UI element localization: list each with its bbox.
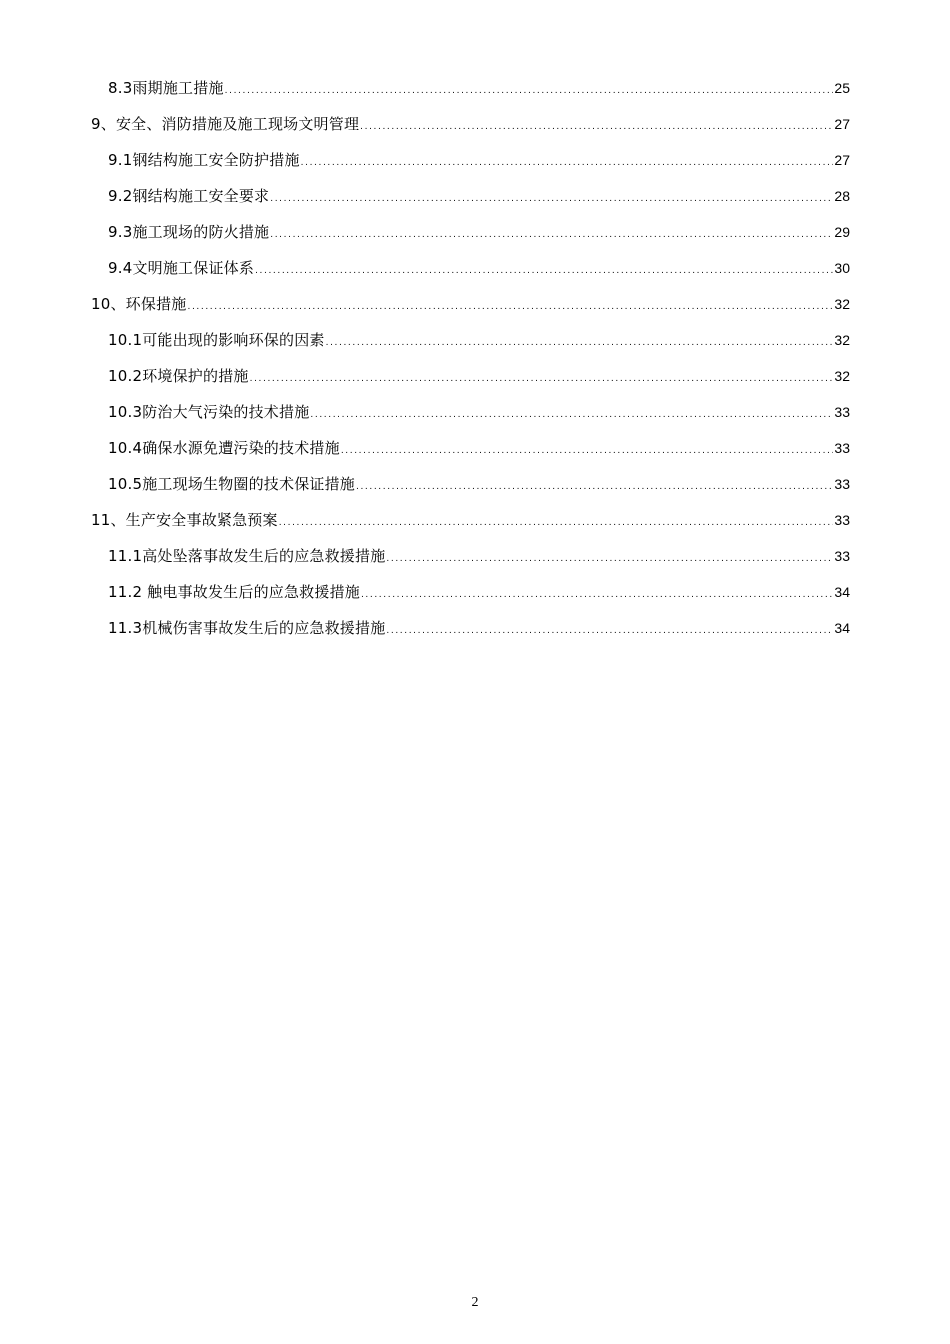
toc-entry[interactable] [108, 472, 850, 496]
toc-entry[interactable] [91, 292, 850, 316]
toc-leader-dots [225, 79, 834, 103]
toc-leader-dots [360, 115, 833, 139]
toc-entry-page: 27 [834, 116, 850, 132]
toc-leader-dots [301, 151, 834, 175]
toc-entry-page: 34 [834, 584, 850, 600]
toc-entry-page: 33 [834, 512, 850, 528]
toc-leader-dots [341, 439, 834, 463]
toc-entry[interactable] [108, 436, 850, 460]
toc-leader-dots [188, 295, 834, 319]
toc-entry-title: 9.3施工现场的防火措施 [108, 223, 270, 241]
toc-leader-dots [326, 331, 834, 355]
toc-entry[interactable] [108, 328, 850, 352]
toc-entry[interactable] [91, 508, 850, 532]
toc-entry-page: 34 [834, 620, 850, 636]
toc-entry-page: 33 [834, 440, 850, 456]
toc-entry-page: 32 [834, 296, 850, 312]
toc-leader-dots [255, 259, 833, 283]
toc-leader-dots [386, 547, 833, 571]
toc-entry[interactable] [108, 220, 850, 244]
toc-entry-title: 8.3雨期施工措施 [108, 79, 224, 97]
toc-entry[interactable] [108, 148, 850, 172]
toc-entry-title: 11.3机械伤害事故发生后的应急救援措施 [108, 619, 386, 637]
toc-entry-title: 10、环保措施 [91, 295, 187, 313]
toc-entry-title: 10.1可能出现的影响环保的因素 [108, 331, 325, 349]
toc-entry[interactable] [108, 616, 850, 640]
toc-entry-title: 9.1钢结构施工安全防护措施 [108, 151, 300, 169]
toc-entry-title: 9.4文明施工保证体系 [108, 259, 255, 277]
toc-entry[interactable] [108, 256, 850, 280]
toc-entry-title: 10.5施工现场生物圈的技术保证措施 [108, 475, 355, 493]
toc-entry-page: 29 [834, 224, 850, 240]
toc-leader-dots [386, 619, 833, 643]
toc-leader-dots [270, 187, 833, 211]
toc-entry[interactable] [108, 400, 850, 424]
page-number: 2 [471, 1295, 479, 1310]
toc-entry-page: 28 [834, 188, 850, 204]
toc-entry-page: 32 [834, 368, 850, 384]
toc-entry-page: 25 [834, 80, 850, 96]
toc-entry-page: 27 [834, 152, 850, 168]
toc-entry[interactable] [108, 544, 850, 568]
toc-entry-page: 32 [834, 332, 850, 348]
toc-entry-title: 11、生产安全事故紧急预案 [91, 511, 278, 529]
toc-leader-dots [361, 583, 833, 607]
toc-entry-title: 11.1高处坠落事故发生后的应急救援措施 [108, 547, 386, 565]
toc-entry[interactable] [108, 184, 850, 208]
toc-entry-page: 30 [834, 260, 850, 276]
toc-entry-page: 33 [834, 476, 850, 492]
toc-entry-title: 10.2环境保护的措施 [108, 367, 249, 385]
toc-leader-dots [250, 367, 834, 391]
toc-entry-title: 10.3防治大气污染的技术措施 [108, 403, 310, 421]
toc-leader-dots [270, 223, 833, 247]
toc-entry-title: 9、安全、消防措施及施工现场文明管理 [91, 115, 360, 133]
toc-entry-page: 33 [834, 404, 850, 420]
toc-entry-title: 9.2钢结构施工安全要求 [108, 187, 270, 205]
toc-entry[interactable] [108, 76, 850, 100]
toc-entry[interactable] [108, 364, 850, 388]
toc-leader-dots [279, 511, 834, 535]
toc-entry[interactable] [108, 580, 850, 604]
toc-entry-title: 10.4确保水源免遭污染的技术措施 [108, 439, 340, 457]
toc-leader-dots [310, 403, 833, 427]
toc-entry[interactable] [91, 112, 850, 136]
toc-leader-dots [356, 475, 833, 499]
toc-entry-title: 11.2 触电事故发生后的应急救援措施 [108, 583, 360, 601]
toc-entry-page: 33 [834, 548, 850, 564]
